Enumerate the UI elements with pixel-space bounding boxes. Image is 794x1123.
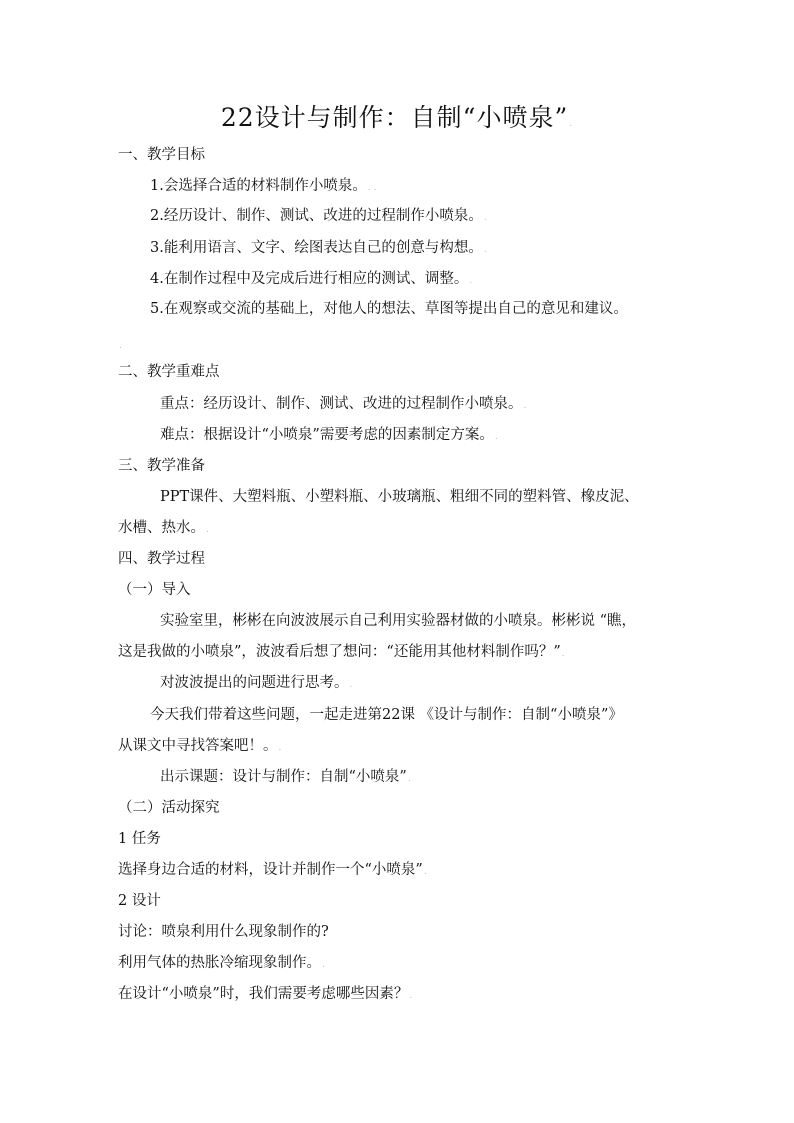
paragraph-mark-icon: . <box>349 680 353 690</box>
preparation-line-1-text: PPT课件、大塑料瓶、小塑料瓶、小玻璃瓶、粗细不同的塑料管、橡皮泥、 <box>160 489 639 505</box>
document-title-text: 22设计与制作：自制“小喷泉” <box>220 103 569 132</box>
subsection-heading-intro <box>118 580 191 600</box>
goal-item-5 <box>150 299 628 319</box>
design-heading-text: 2 设计 <box>118 893 161 909</box>
paragraph-mark-icon: . <box>483 245 487 255</box>
preparation-line-2 <box>118 518 209 540</box>
intro-paragraph-3-line-2 <box>118 736 281 758</box>
section-heading-preparation-text: 三、教学准备 <box>118 458 205 474</box>
paragraph-mark-icon: . <box>278 743 282 753</box>
intro-paragraph-2-text: 对波波提出的问题进行思考。 <box>160 675 349 691</box>
intro-paragraph-3-line-1-text: 今天我们带着这些问题，一起走进第22课 《设计与制作：自制“小喷泉”》 <box>150 707 623 723</box>
subsection-heading-activity <box>118 798 220 818</box>
section-heading-process-text: 四、教学过程 <box>118 551 205 567</box>
design-question <box>118 984 412 1006</box>
paragraph-mark-icon: . <box>569 119 574 129</box>
intro-paragraph-3-line-1 <box>150 705 623 725</box>
difficulty-point <box>160 425 498 447</box>
discussion-question <box>118 922 329 942</box>
section-heading-key-points-text: 二、教学重难点 <box>118 364 220 380</box>
intro-paragraph-2 <box>160 673 352 695</box>
paragraph-mark-icon: . <box>494 432 498 442</box>
subsection-heading-intro-text: （一）导入 <box>118 582 191 598</box>
document-title <box>0 98 794 134</box>
goal-item-4 <box>150 269 472 291</box>
paragraph-mark-icon: . <box>407 774 411 784</box>
preparation-line-1 <box>160 487 639 507</box>
empty-paragraph-mark <box>118 334 122 356</box>
section-heading-goals <box>118 145 205 165</box>
intro-paragraph-4-text: 出示课题：设计与制作：自制“小喷泉” <box>160 769 407 785</box>
paragraph-mark-icon: . <box>119 341 122 351</box>
paragraph-mark-icon: . <box>409 991 413 1001</box>
paragraph-mark-icon: . <box>483 213 487 223</box>
goal-item-2-text: 2.经历设计、制作、测试、改进的过程制作小喷泉。 <box>150 208 483 224</box>
paragraph-mark-icon: . <box>561 649 565 659</box>
goal-item-3-text: 3.能利用语言、文字、绘图表达自己的创意与构想。 <box>150 240 483 256</box>
paragraph-mark-icon: . <box>523 401 527 411</box>
goal-item-2 <box>150 206 487 228</box>
discussion-answer-text: 利用气体的热胀冷缩现象制作。 <box>118 955 321 971</box>
task-heading <box>118 829 161 849</box>
goal-item-1-text: 1.会选择合适的材料制作小喷泉。 <box>150 178 367 194</box>
intro-paragraph-1-line-2-text: 这是我做的小喷泉”，波波看后想了想问：“还能用其他材料制作吗？” <box>118 644 561 660</box>
paragraph-mark-icon: . . <box>367 183 377 193</box>
task-text-content: 选择身边合适的材料，设计并制作一个“小喷泉” <box>118 862 423 878</box>
discussion-answer <box>118 953 325 975</box>
goal-item-4-text: 4.在制作过程中及完成后进行相应的测试、调整。 <box>150 271 469 287</box>
intro-paragraph-1-line-1-text: 实验室里，彬彬在向波波展示自己利用实验器材做的小喷泉。彬彬说 “瞧， <box>160 613 637 629</box>
paragraph-mark-icon: . <box>423 867 427 877</box>
design-question-text: 在设计“小喷泉”时，我们需要考虑哪些因素？ <box>118 986 409 1002</box>
paragraph-mark-icon: . <box>206 525 209 535</box>
intro-paragraph-1-line-2 <box>118 642 565 664</box>
section-heading-process <box>118 549 205 569</box>
paragraph-mark-icon: . <box>322 960 325 970</box>
intro-paragraph-4 <box>160 767 411 789</box>
section-heading-preparation <box>118 456 205 476</box>
goal-item-3 <box>150 238 487 260</box>
discussion-question-text: 讨论：喷泉利用什么现象制作的? <box>118 924 329 940</box>
intro-paragraph-3-line-2-text: 从课文中寻找答案吧！。 <box>118 738 278 754</box>
section-heading-key-points <box>118 362 220 382</box>
task-heading-text: 1 任务 <box>118 831 161 847</box>
key-point-text: 重点：经历设计、制作、测试、改进的过程制作小喷泉。 <box>160 396 523 412</box>
paragraph-mark-icon: . <box>469 276 473 286</box>
goal-item-5-text: 5.在观察或交流的基础上，对他人的想法、草图等提出自己的意见和建议。 <box>150 301 628 317</box>
subsection-heading-activity-text: （二）活动探究 <box>118 800 220 816</box>
difficulty-point-text: 难点：根据设计“小喷泉”需要考虑的因素制定方案。 <box>160 427 494 443</box>
design-heading <box>118 891 161 911</box>
section-heading-goals-text: 一、教学目标 <box>118 147 205 163</box>
goal-item-1 <box>150 176 376 198</box>
task-text <box>118 860 427 882</box>
preparation-line-2-text: 水槽、热水。 <box>118 520 205 536</box>
key-point <box>160 394 526 416</box>
intro-paragraph-1-line-1 <box>160 611 636 631</box>
